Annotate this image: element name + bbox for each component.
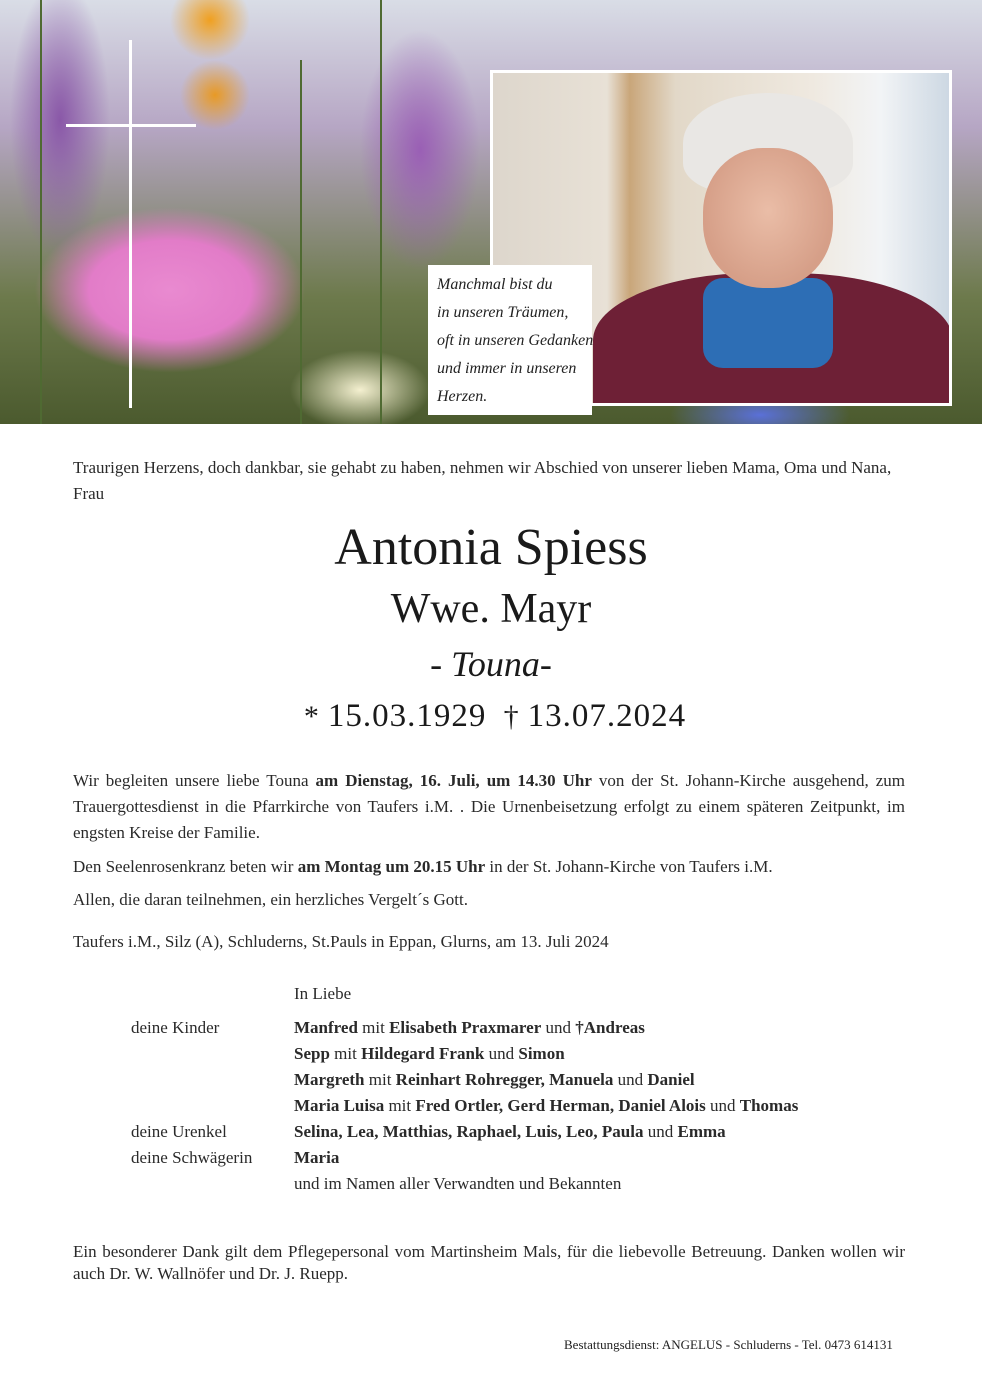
intro-text: Traurigen Herzens, doch dankbar, sie gehabt zu haben, nehmen wir Abschied von unserer lieben Mama, Oma und Nana, Frau <box>73 458 892 503</box>
bold-text: Simon <box>518 1044 565 1063</box>
text: mit <box>384 1096 416 1115</box>
bold-text: Fred Ortler, Gerd Herman, Daniel Alois <box>415 1096 706 1115</box>
header-flower-image <box>0 0 982 424</box>
quote-line: oft in unseren Gedanken <box>437 332 594 349</box>
text: und <box>613 1070 648 1089</box>
bold-text: Thomas <box>739 1096 799 1115</box>
bold-text: Margreth <box>294 1070 365 1089</box>
flower-stem <box>40 0 42 424</box>
family-heading: In Liebe <box>294 984 352 1003</box>
bold-text: Maria Luisa <box>294 1096 385 1115</box>
portrait-shirt <box>703 278 833 368</box>
bold-text: am Dienstag, 16. Juli, um 14.30 Uhr <box>315 771 592 790</box>
quote-box <box>428 265 592 415</box>
text: und <box>541 1018 576 1037</box>
family-list <box>73 981 905 1197</box>
quote-line: Herzen. <box>437 388 488 405</box>
text: von der St. Johann-Kirche ausgehend, zum Trauergottesdienst in die Pfarrkirche von Taufers i.M. . Die Urnenbeisetzung erfolgt zu einem späteren Zeitpunkt, im engsten Kreise der Familie. <box>73 771 906 842</box>
bold-text: Maria <box>294 1148 340 1167</box>
bold-text: Daniel <box>647 1070 695 1089</box>
place-date: Taufers i.M., Silz (A), Schluderns, St.Pauls in Eppan, Glurns, am 13. Juli 2024 <box>73 932 609 951</box>
closing-thanks: Ein besonderer Dank gilt dem Pflegepersonal vom Martinsheim Mals, für die liebevolle Betreuung. Danken wollen wir auch Dr. W. Wallnöfer und Dr. J. Ruepp. <box>73 1242 905 1283</box>
flower-stem <box>300 60 302 424</box>
nickname: - Touna- <box>430 644 552 684</box>
family-line <box>294 1145 905 1171</box>
label-great-grandchildren: deine Urenkel <box>131 1122 227 1141</box>
funeral-service-footer: Bestattungsdienst: ANGELUS - Schluderns - Tel. 0473 614131 <box>564 1337 893 1352</box>
bold-text: Sepp <box>294 1044 330 1063</box>
family-line <box>294 1041 905 1067</box>
portrait-face <box>703 148 833 288</box>
quote-line: in unseren Träumen, <box>437 304 569 321</box>
cross-icon-bar <box>66 124 196 127</box>
bold-text: Emma <box>677 1122 726 1141</box>
bold-text: am Montag um 20.15 Uhr <box>297 857 486 876</box>
family-line <box>294 1015 905 1041</box>
text: mit <box>329 1044 362 1063</box>
bold-text: †Andreas <box>575 1018 645 1037</box>
text: und im Namen aller Verwandten und Bekannten <box>294 1174 622 1193</box>
text: Den Seelenrosenkranz beten wir <box>73 857 298 876</box>
text: in der St. Johann-Kirche von Taufers i.M. <box>485 857 773 876</box>
label-children: deine Kinder <box>131 1018 220 1037</box>
text: und <box>484 1044 519 1063</box>
thanks-all-text: Allen, die daran teilnehmen, ein herzliches Vergelt´s Gott. <box>73 890 468 909</box>
label-sister-in-law: deine Schwägerin <box>131 1148 253 1167</box>
text: mit <box>357 1018 390 1037</box>
family-line <box>294 1171 905 1197</box>
text: Wir begleiten unsere liebe Touna <box>73 771 316 790</box>
death-cross-icon: † <box>503 700 520 733</box>
bold-text: Elisabeth Praxmarer <box>389 1018 542 1037</box>
birth-star-icon: * <box>303 700 320 733</box>
bold-text: Selina, Lea, Matthias, Raphael, Luis, Leo, Paula <box>294 1122 644 1141</box>
funeral-paragraph <box>73 768 905 846</box>
quote-line: und immer in unseren <box>437 360 577 377</box>
family-line <box>294 1067 905 1093</box>
death-date: 13.07.2024 <box>527 698 687 734</box>
widow-name: Wwe. Mayr <box>390 586 592 632</box>
cross-icon <box>129 40 132 408</box>
notice-body <box>73 455 905 1285</box>
bold-text: Manfred <box>294 1018 358 1037</box>
life-dates <box>0 691 982 742</box>
text: mit <box>364 1070 396 1089</box>
flower-stem <box>380 0 382 424</box>
family-line <box>294 1119 905 1145</box>
text: und <box>705 1096 740 1115</box>
rosary-paragraph <box>73 854 905 880</box>
deceased-name: Antonia Spiess <box>334 519 648 576</box>
text: und <box>643 1122 678 1141</box>
quote-line: Manchmal bist du <box>437 276 553 293</box>
birth-date: 15.03.1929 <box>327 698 487 734</box>
bold-text: Reinhart Rohregger, Manuela <box>395 1070 614 1089</box>
family-line <box>294 1093 905 1119</box>
bold-text: Hildegard Frank <box>361 1044 485 1063</box>
